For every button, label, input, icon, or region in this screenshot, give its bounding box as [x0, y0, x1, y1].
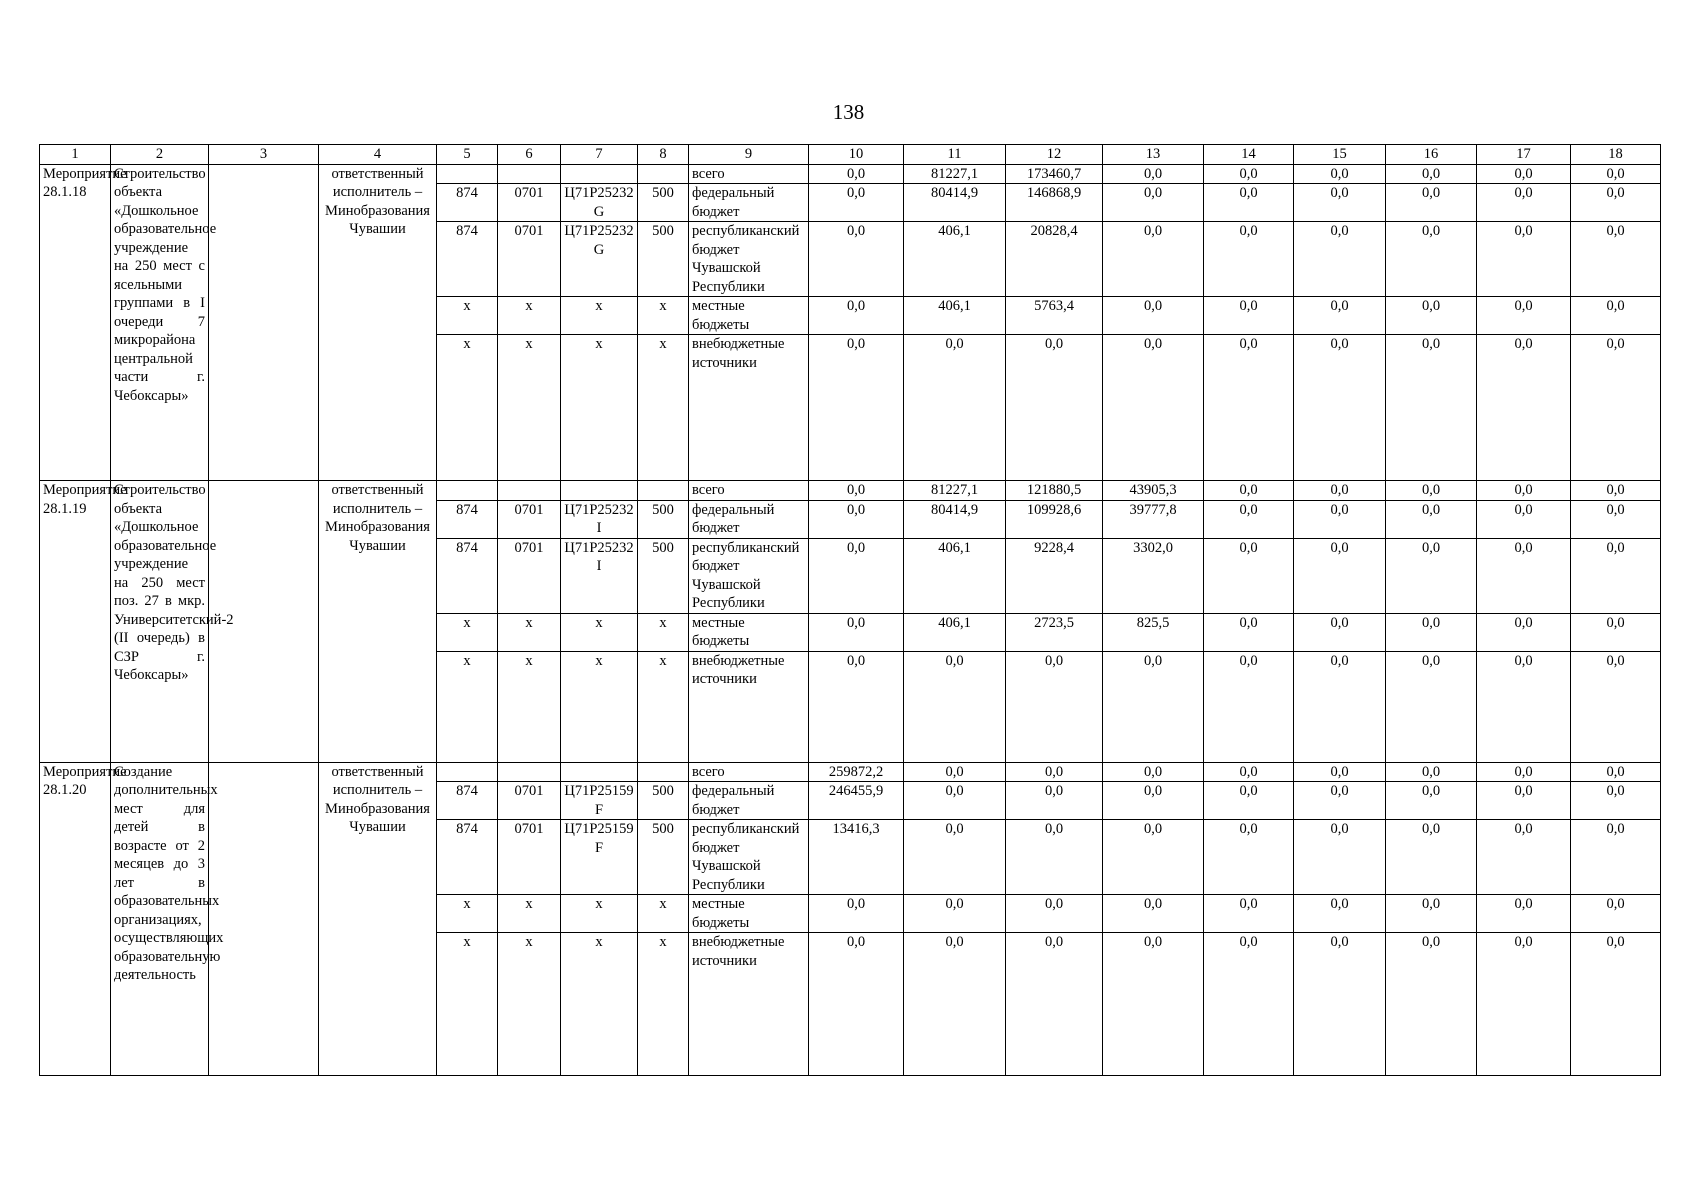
value-cell: 0,0 — [1571, 538, 1661, 613]
code-cell: 0701 — [498, 538, 561, 613]
funding-source: внебюджетные источники — [689, 933, 809, 1076]
value-cell: 0,0 — [1477, 762, 1571, 782]
value-cell: 0,0 — [1294, 651, 1386, 762]
measure-description: Строительство объекта «Дошкольное образовательное учреждение на 250 мест поз. 27 в мкр. Университетский-2 (II очередь) в СЗР г. Чебоксары» — [111, 481, 209, 763]
value-cell: 0,0 — [809, 613, 904, 651]
funding-source: всего — [689, 481, 809, 501]
code-cell: Ц71Р25159F — [561, 782, 638, 820]
budget-table — [39, 144, 1661, 1076]
value-cell: 0,0 — [809, 500, 904, 538]
header-cell: 2 — [111, 145, 209, 165]
header-cell: 15 — [1294, 145, 1386, 165]
header-cell: 3 — [209, 145, 319, 165]
header-cell: 4 — [319, 145, 437, 165]
value-cell: 0,0 — [1294, 613, 1386, 651]
header-cell: 14 — [1204, 145, 1294, 165]
code-cell — [437, 164, 498, 184]
funding-source: республиканский бюджет Чувашской Республики — [689, 820, 809, 895]
value-cell: 43905,3 — [1103, 481, 1204, 501]
value-cell: 9228,4 — [1006, 538, 1103, 613]
code-cell: 874 — [437, 538, 498, 613]
code-cell: 500 — [638, 500, 689, 538]
code-cell — [437, 481, 498, 501]
value-cell: 80414,9 — [904, 184, 1006, 222]
value-cell: 0,0 — [1571, 481, 1661, 501]
header-cell: 5 — [437, 145, 498, 165]
value-cell: 0,0 — [904, 820, 1006, 895]
code-cell — [638, 481, 689, 501]
value-cell: 0,0 — [1477, 933, 1571, 1076]
value-cell: 0,0 — [1294, 500, 1386, 538]
funding-source: всего — [689, 762, 809, 782]
code-cell: 500 — [638, 538, 689, 613]
value-cell: 0,0 — [1204, 762, 1294, 782]
value-cell: 0,0 — [1294, 184, 1386, 222]
code-cell — [498, 481, 561, 501]
value-cell: 0,0 — [1103, 651, 1204, 762]
code-cell: х — [638, 895, 689, 933]
code-cell: Ц71Р25232I — [561, 500, 638, 538]
funding-source: внебюджетные источники — [689, 335, 809, 481]
value-cell: 0,0 — [1386, 933, 1477, 1076]
value-cell: 0,0 — [1386, 762, 1477, 782]
value-cell: 0,0 — [1386, 164, 1477, 184]
code-cell: 0701 — [498, 820, 561, 895]
code-cell: х — [437, 895, 498, 933]
measure-id: Мероприятие 28.1.19 — [40, 481, 111, 763]
value-cell: 0,0 — [809, 933, 904, 1076]
code-cell: 500 — [638, 184, 689, 222]
value-cell: 0,0 — [1477, 651, 1571, 762]
value-cell: 0,0 — [1204, 782, 1294, 820]
code-cell: 500 — [638, 820, 689, 895]
value-cell: 0,0 — [1294, 222, 1386, 297]
code-cell: Ц71Р25232G — [561, 222, 638, 297]
header-cell: 16 — [1386, 145, 1477, 165]
code-cell: 874 — [437, 222, 498, 297]
value-cell: 259872,2 — [809, 762, 904, 782]
funding-source: республиканский бюджет Чувашской Республики — [689, 538, 809, 613]
value-cell: 0,0 — [904, 782, 1006, 820]
value-cell: 0,0 — [1386, 297, 1477, 335]
code-cell: 874 — [437, 184, 498, 222]
value-cell: 0,0 — [1204, 613, 1294, 651]
value-cell: 0,0 — [1103, 184, 1204, 222]
value-cell: 0,0 — [1571, 184, 1661, 222]
header-cell: 1 — [40, 145, 111, 165]
value-cell: 0,0 — [1386, 500, 1477, 538]
value-cell: 5763,4 — [1006, 297, 1103, 335]
table-row — [40, 481, 1661, 501]
value-cell: 0,0 — [809, 481, 904, 501]
value-cell: 0,0 — [1386, 481, 1477, 501]
value-cell: 0,0 — [809, 538, 904, 613]
value-cell: 0,0 — [1204, 933, 1294, 1076]
value-cell: 0,0 — [1571, 762, 1661, 782]
code-cell: х — [561, 895, 638, 933]
value-cell: 0,0 — [1571, 782, 1661, 820]
value-cell: 0,0 — [1006, 651, 1103, 762]
value-cell: 0,0 — [1571, 335, 1661, 481]
empty-cell — [209, 164, 319, 481]
value-cell: 0,0 — [1204, 297, 1294, 335]
value-cell: 0,0 — [1477, 500, 1571, 538]
value-cell: 0,0 — [1477, 335, 1571, 481]
value-cell: 0,0 — [1006, 782, 1103, 820]
value-cell: 0,0 — [1477, 538, 1571, 613]
funding-source: федеральный бюджет — [689, 782, 809, 820]
value-cell: 0,0 — [1103, 782, 1204, 820]
code-cell: х — [561, 335, 638, 481]
code-cell — [561, 481, 638, 501]
value-cell: 0,0 — [1477, 164, 1571, 184]
value-cell: 0,0 — [1477, 222, 1571, 297]
value-cell: 0,0 — [1386, 651, 1477, 762]
value-cell: 80414,9 — [904, 500, 1006, 538]
value-cell: 20828,4 — [1006, 222, 1103, 297]
value-cell: 2723,5 — [1006, 613, 1103, 651]
measure-executor: ответственный исполнитель – Минобразования Чувашии — [319, 481, 437, 763]
value-cell: 0,0 — [1103, 335, 1204, 481]
header-cell: 13 — [1103, 145, 1204, 165]
value-cell: 0,0 — [1477, 481, 1571, 501]
value-cell: 0,0 — [1386, 222, 1477, 297]
code-cell: х — [638, 651, 689, 762]
value-cell: 13416,3 — [809, 820, 904, 895]
page-number: 138 — [832, 100, 865, 124]
code-cell: х — [437, 335, 498, 481]
value-cell: 0,0 — [1006, 933, 1103, 1076]
value-cell: 406,1 — [904, 613, 1006, 651]
header-cell: 7 — [561, 145, 638, 165]
measure-executor: ответственный исполнитель – Минобразования Чувашии — [319, 164, 437, 481]
value-cell: 0,0 — [1103, 762, 1204, 782]
code-cell: х — [561, 297, 638, 335]
funding-source: местные бюджеты — [689, 613, 809, 651]
value-cell: 0,0 — [1386, 613, 1477, 651]
table-row — [40, 164, 1661, 184]
value-cell: 0,0 — [1571, 297, 1661, 335]
value-cell: 0,0 — [1294, 481, 1386, 501]
code-cell: х — [498, 297, 561, 335]
value-cell: 0,0 — [1386, 782, 1477, 820]
code-cell: 874 — [437, 782, 498, 820]
value-cell: 0,0 — [1103, 895, 1204, 933]
value-cell: 81227,1 — [904, 481, 1006, 501]
code-cell: х — [498, 335, 561, 481]
value-cell: 0,0 — [1571, 164, 1661, 184]
value-cell: 0,0 — [809, 222, 904, 297]
header-cell: 17 — [1477, 145, 1571, 165]
value-cell: 0,0 — [904, 335, 1006, 481]
value-cell: 0,0 — [1294, 933, 1386, 1076]
value-cell: 0,0 — [1294, 820, 1386, 895]
value-cell: 0,0 — [1006, 762, 1103, 782]
code-cell: х — [561, 651, 638, 762]
code-cell — [498, 762, 561, 782]
value-cell: 0,0 — [1294, 782, 1386, 820]
value-cell: 0,0 — [1386, 335, 1477, 481]
code-cell: х — [561, 613, 638, 651]
value-cell: 3302,0 — [1103, 538, 1204, 613]
value-cell: 0,0 — [1204, 184, 1294, 222]
code-cell: х — [437, 613, 498, 651]
value-cell: 406,1 — [904, 222, 1006, 297]
code-cell: 0701 — [498, 184, 561, 222]
code-cell: 874 — [437, 500, 498, 538]
value-cell: 0,0 — [1103, 164, 1204, 184]
header-cell: 18 — [1571, 145, 1661, 165]
value-cell: 0,0 — [1571, 820, 1661, 895]
value-cell: 0,0 — [1571, 222, 1661, 297]
value-cell: 0,0 — [904, 762, 1006, 782]
code-cell: Ц71Р25232G — [561, 184, 638, 222]
value-cell: 0,0 — [809, 297, 904, 335]
funding-source: местные бюджеты — [689, 895, 809, 933]
code-cell: х — [498, 933, 561, 1076]
value-cell: 39777,8 — [1103, 500, 1204, 538]
value-cell: 0,0 — [1204, 481, 1294, 501]
funding-source: всего — [689, 164, 809, 184]
value-cell: 0,0 — [1294, 538, 1386, 613]
value-cell: 0,0 — [1294, 164, 1386, 184]
value-cell: 0,0 — [1103, 820, 1204, 895]
code-cell: Ц71Р25232I — [561, 538, 638, 613]
code-cell: х — [638, 613, 689, 651]
code-cell: 0701 — [498, 222, 561, 297]
funding-source: республиканский бюджет Чувашской Республики — [689, 222, 809, 297]
value-cell: 0,0 — [809, 335, 904, 481]
value-cell: 109928,6 — [1006, 500, 1103, 538]
value-cell: 0,0 — [1477, 782, 1571, 820]
value-cell: 0,0 — [1294, 895, 1386, 933]
measure-description: Создание дополнительных мест для детей в возрасте от 2 месяцев до 3 лет в образовательных организациях, осуществляющих образовательную деятельность — [111, 762, 209, 1076]
code-cell — [561, 762, 638, 782]
value-cell: 0,0 — [1204, 335, 1294, 481]
value-cell: 825,5 — [1103, 613, 1204, 651]
value-cell: 0,0 — [1571, 933, 1661, 1076]
value-cell: 0,0 — [809, 164, 904, 184]
empty-cell — [209, 762, 319, 1076]
funding-source: федеральный бюджет — [689, 184, 809, 222]
code-cell: 500 — [638, 782, 689, 820]
measure-id: Мероприятие 28.1.20 — [40, 762, 111, 1076]
code-cell: х — [498, 895, 561, 933]
table-row — [40, 762, 1661, 782]
code-cell: х — [638, 297, 689, 335]
value-cell: 0,0 — [1477, 895, 1571, 933]
value-cell: 0,0 — [1204, 895, 1294, 933]
value-cell: 0,0 — [1006, 335, 1103, 481]
code-cell — [561, 164, 638, 184]
value-cell: 0,0 — [1006, 895, 1103, 933]
value-cell: 0,0 — [1386, 538, 1477, 613]
header-cell: 12 — [1006, 145, 1103, 165]
code-cell: х — [561, 933, 638, 1076]
value-cell: 81227,1 — [904, 164, 1006, 184]
value-cell: 0,0 — [809, 895, 904, 933]
header-cell: 10 — [809, 145, 904, 165]
value-cell: 121880,5 — [1006, 481, 1103, 501]
value-cell: 0,0 — [1571, 895, 1661, 933]
value-cell: 0,0 — [1294, 335, 1386, 481]
value-cell: 0,0 — [1386, 895, 1477, 933]
header-cell: 8 — [638, 145, 689, 165]
code-cell: х — [437, 297, 498, 335]
value-cell: 0,0 — [1477, 184, 1571, 222]
value-cell: 0,0 — [1204, 500, 1294, 538]
value-cell: 0,0 — [904, 651, 1006, 762]
value-cell: 0,0 — [1103, 297, 1204, 335]
code-cell: х — [638, 335, 689, 481]
value-cell: 0,0 — [1204, 222, 1294, 297]
value-cell: 0,0 — [1006, 820, 1103, 895]
code-cell: х — [437, 933, 498, 1076]
funding-source: местные бюджеты — [689, 297, 809, 335]
code-cell: х — [498, 651, 561, 762]
value-cell: 146868,9 — [1006, 184, 1103, 222]
code-cell: Ц71Р25159F — [561, 820, 638, 895]
header-cell: 9 — [689, 145, 809, 165]
measure-description: Строительство объекта «Дошкольное образовательное учреждение на 250 мест с ясельными группами в I очереди 7 микрорайона центральной части г. Чебоксары» — [111, 164, 209, 481]
code-cell: 0701 — [498, 500, 561, 538]
code-cell — [498, 164, 561, 184]
value-cell: 0,0 — [1294, 762, 1386, 782]
value-cell: 0,0 — [1571, 651, 1661, 762]
code-cell: х — [498, 613, 561, 651]
value-cell: 0,0 — [1204, 164, 1294, 184]
measure-id: Мероприятие 28.1.18 — [40, 164, 111, 481]
header-row — [40, 145, 1661, 165]
code-cell — [638, 164, 689, 184]
value-cell: 173460,7 — [1006, 164, 1103, 184]
value-cell: 406,1 — [904, 538, 1006, 613]
value-cell: 0,0 — [809, 184, 904, 222]
value-cell: 406,1 — [904, 297, 1006, 335]
funding-source: федеральный бюджет — [689, 500, 809, 538]
value-cell: 0,0 — [1103, 222, 1204, 297]
value-cell: 0,0 — [1386, 184, 1477, 222]
code-cell: 0701 — [498, 782, 561, 820]
code-cell: 874 — [437, 820, 498, 895]
code-cell: х — [437, 651, 498, 762]
value-cell: 0,0 — [1294, 297, 1386, 335]
value-cell: 0,0 — [1571, 500, 1661, 538]
value-cell: 0,0 — [1477, 820, 1571, 895]
measure-executor: ответственный исполнитель – Минобразования Чувашии — [319, 762, 437, 1076]
code-cell: 500 — [638, 222, 689, 297]
value-cell: 0,0 — [1103, 933, 1204, 1076]
value-cell: 246455,9 — [809, 782, 904, 820]
value-cell: 0,0 — [1204, 538, 1294, 613]
code-cell — [437, 762, 498, 782]
header-cell: 11 — [904, 145, 1006, 165]
value-cell: 0,0 — [1571, 613, 1661, 651]
value-cell: 0,0 — [904, 933, 1006, 1076]
header-cell: 6 — [498, 145, 561, 165]
value-cell: 0,0 — [1204, 820, 1294, 895]
value-cell: 0,0 — [809, 651, 904, 762]
value-cell: 0,0 — [1477, 297, 1571, 335]
value-cell: 0,0 — [1204, 651, 1294, 762]
value-cell: 0,0 — [1477, 613, 1571, 651]
value-cell: 0,0 — [1386, 820, 1477, 895]
code-cell — [638, 762, 689, 782]
funding-source: внебюджетные источники — [689, 651, 809, 762]
value-cell: 0,0 — [904, 895, 1006, 933]
code-cell: х — [638, 933, 689, 1076]
